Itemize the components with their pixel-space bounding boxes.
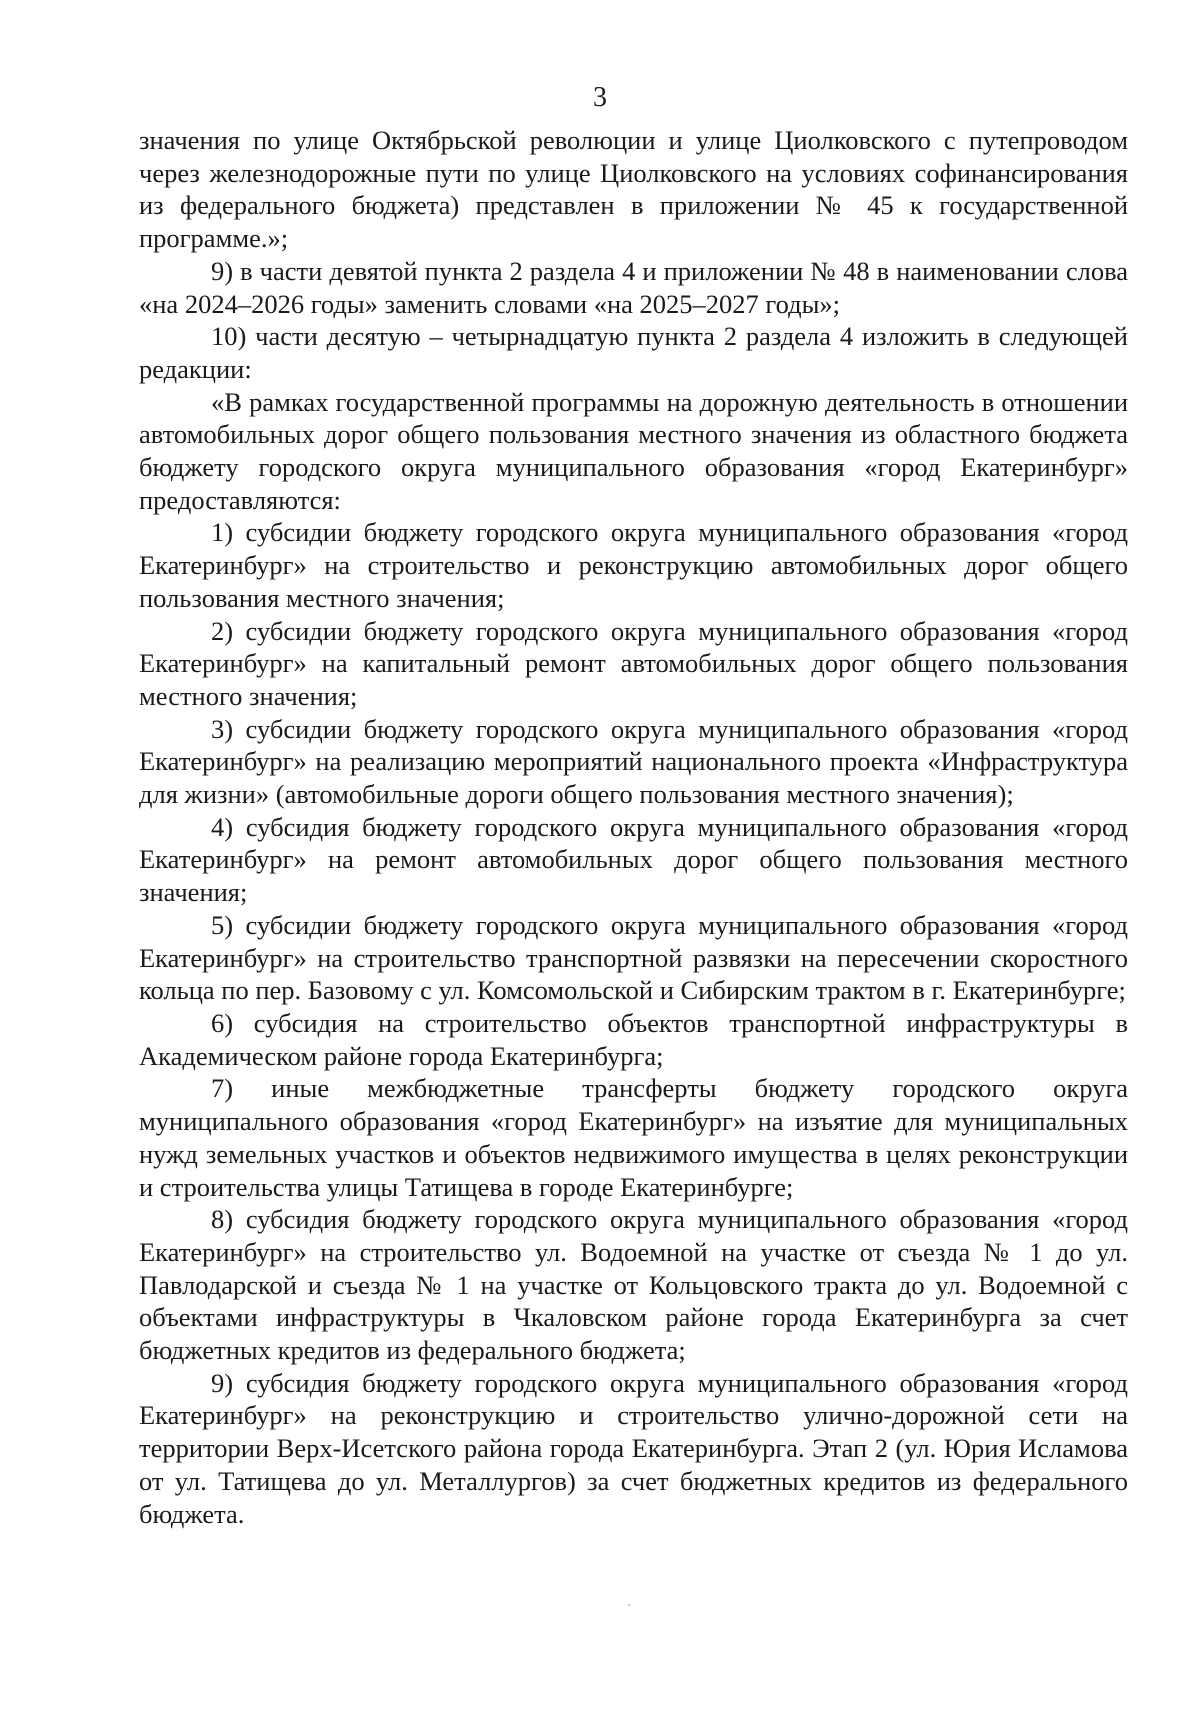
paragraph: 9) в части девятой пункта 2 раздела 4 и приложении № 48 в наименовании слова «на 2024–2026 годы» заменить словами «на 2025–2027 годы»;: [139, 255, 1128, 319]
paragraph: «В рамках государственной программы на дорожную деятельность в отношении автомобильных дорог общего пользования местного значения из областного бюджета бюджету городского округа муниципального образования «город Екатеринбург» предоставляются:: [139, 386, 1128, 515]
list-item: 6) субсидия на строительство объектов транспортной инфраструктуры в Академическом районе города Екатеринбурга;: [139, 1007, 1128, 1071]
list-item: 7) иные межбюджетные трансферты бюджету городского округа муниципального образования «город Екатеринбург» на изъятие для муниципальных нужд земельных участков и объектов недвижимого имущества в целях реконструкции и строительства улицы Татищева в городе Екатеринбурге;: [139, 1073, 1128, 1202]
page-number: 3: [593, 82, 607, 113]
paragraph: значения по улице Октябрьской революции и улице Циолковского с путепроводом через железнодорожные пути по улице Циолковского на условиях софинансирования из федерального бюджета) представлен в приложении № 45 к государственной программе.»;: [139, 125, 1128, 254]
list-item: 5) субсидии бюджету городского округа муниципального образования «город Екатеринбург» на строительство транспортной развязки на пересечении скоростного кольца по пер. Базовому с ул. Комсомольской и Сибирским трактом в г. Екатеринбурге;: [139, 909, 1128, 1006]
scan-speck: [628, 1604, 630, 1606]
list-item: 3) субсидии бюджету городского округа муниципального образования «город Екатеринбург» на реализацию мероприятий национального проекта «Инфраструктура для жизни» (автомобильные дороги общего пользования местного значения);: [139, 713, 1128, 810]
list-item: 1) субсидии бюджету городского округа муниципального образования «город Екатеринбург» на строительство и реконструкцию автомобильных дорог общего пользования местного значения;: [139, 517, 1128, 613]
paragraph: 10) части десятую – четырнадцатую пункта 2 раздела 4 изложить в следующей редакции:: [139, 321, 1128, 384]
list-item: 8) субсидия бюджету городского округа муниципального образования «город Екатеринбург» на строительство ул. Водоемной на участке от съезда № 1 до ул. Павлодарской и съезда № 1 на участке от Кольцовского тракта до ул. Водоемной с объектами инфраструктуры в Чкаловском районе города Екатеринбурга за счет бюджетных кредитов из федерального бюджета;: [139, 1204, 1128, 1366]
list-item: 2) субсидии бюджету городского округа муниципального образования «город Екатеринбург» на капитальный ремонт автомобильных дорог общего пользования местного значения;: [139, 615, 1128, 711]
list-item: 4) субсидия бюджету городского округа муниципального образования «город Екатеринбург» на ремонт автомобильных дорог общего пользования местного значения;: [139, 811, 1128, 908]
document-body: [139, 124, 1128, 1530]
list-item: 9) субсидия бюджету городского округа муниципального образования «город Екатеринбург» на реконструкцию и строительство улично-дорожной сети на территории Верх-Исетского района города Екатеринбурга. Этап 2 (ул. Юрия Исламова от ул. Татищева до ул. Металлургов) за счет бюджетных кредитов из федерального бюджета.: [139, 1367, 1128, 1529]
